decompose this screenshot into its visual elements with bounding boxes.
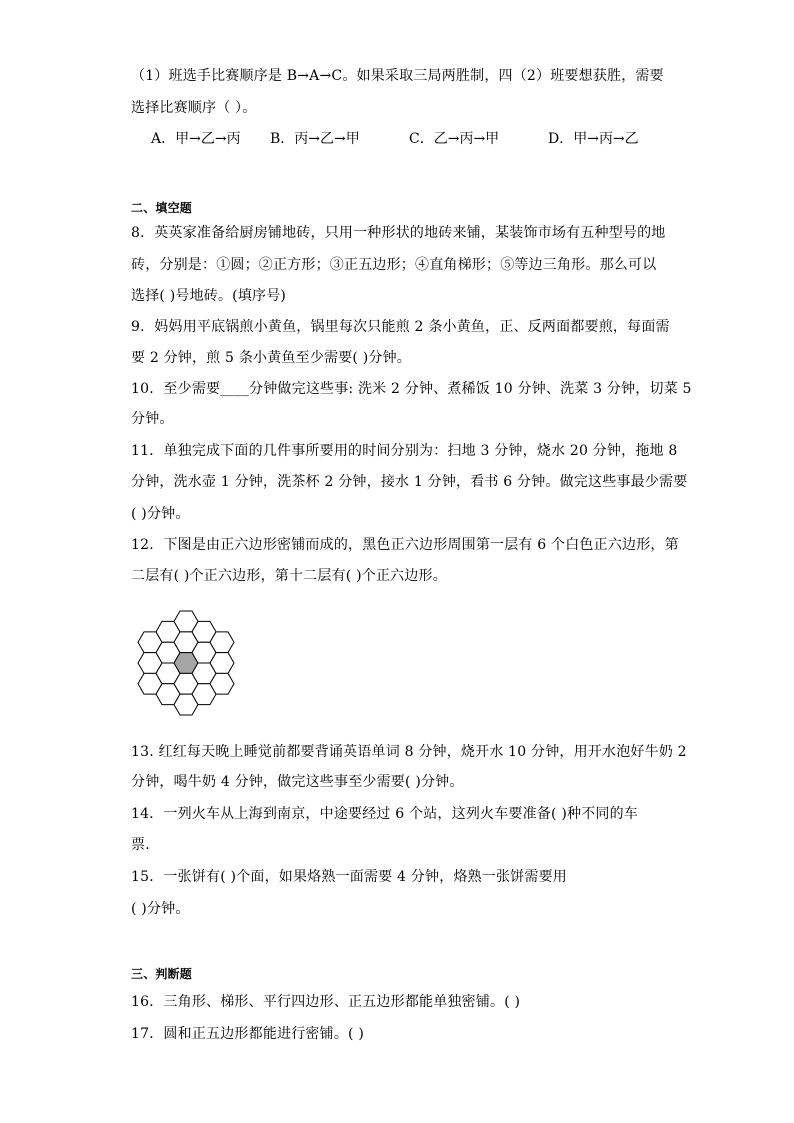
q10-line1: 10．至少需要____分钟做完这些事: 洗米 2 分钟、煮稀饭 10 分钟、洗菜 3 分钟，切菜 5 (131, 381, 692, 397)
q11-line2: 分钟，洗水壶 1 分钟，洗茶杯 2 分钟，接水 1 分钟，看书 6 分钟。做完这些事最少需要 (131, 474, 688, 490)
q11-line1: 11．单独完成下面的几件事所要用的时间分别为：扫地 3 分钟，烧水 20 分钟，拖地 8 (131, 443, 678, 459)
q14-line2: 票. (131, 837, 150, 853)
q9-line1: 9．妈妈用平底锅煎小黄鱼，锅里每次只能煎 2 条小黄鱼，正、反两面都要煎，每面需 (131, 319, 670, 335)
option-b: B．丙→乙→甲 (270, 131, 360, 147)
hexagon-tiling-figure (130, 600, 250, 726)
q8-line3: 选择( )号地砖。(填序号) (131, 288, 287, 304)
q14-line1: 14．一列火车从上海到南京，中途要经过 6 个站，这列火车要准备( )种不同的车 (131, 806, 638, 822)
q17-text: 17．圆和正五边形都能进行密铺。( ) (131, 1026, 364, 1042)
q7-text-line1: （1）班选手比赛顺序是 B→A→C。如果采取三局两胜制，四（2）班要想获胜，需要 (131, 68, 664, 84)
q8-line1: 8．英英家准备给厨房铺地砖，只用一种形状的地砖来铺，某装饰市场有五种型号的地 (131, 225, 666, 241)
q10-line2: 分钟。 (131, 411, 174, 427)
q12-line1: 12．下图是由正六边形密铺而成的，黑色正六边形周围第一层有 6 个白色正六边形，第 (131, 537, 679, 553)
q7-text-line2: 选择比赛顺序（ ）。 (131, 100, 257, 116)
option-c: C．乙→丙→甲 (409, 131, 500, 147)
q8-line2: 砖，分别是：①圆；②正方形；③正五边形；④直角梯形；⑤等边三角形。那么可以 (131, 257, 657, 273)
section-title-true-false: 三、判断题 (131, 967, 193, 981)
q16-text: 16．三角形、梯形、平行四边形、正五边形都能单独密铺。( ) (131, 994, 521, 1010)
q11-line3: ( )分钟。 (131, 506, 190, 522)
q13-line2: 分钟，喝牛奶 4 分钟，做完这些事至少需要( )分钟。 (131, 774, 464, 790)
q9-line2: 要 2 分钟，煎 5 条小黄鱼至少需要( )分钟。 (131, 350, 411, 366)
q12-line2: 二层有( )个正六边形，第十二层有( )个正六边形。 (131, 568, 447, 584)
option-a: A．甲→乙→丙 (151, 131, 241, 147)
q15-line1: 15．一张饼有( )个面，如果烙熟一面需要 4 分钟，烙熟一张饼需要用 (131, 869, 567, 885)
q15-line2: ( )分钟。 (131, 901, 190, 917)
option-d: D．甲→丙→乙 (548, 131, 639, 147)
section-title-fill-blank: 二、填空题 (131, 201, 193, 215)
q13-line1: 13. 红红每天晚上睡觉前都要背诵英语单词 8 分钟，烧开水 10 分钟，用开水泡好牛奶 2 (131, 744, 687, 760)
